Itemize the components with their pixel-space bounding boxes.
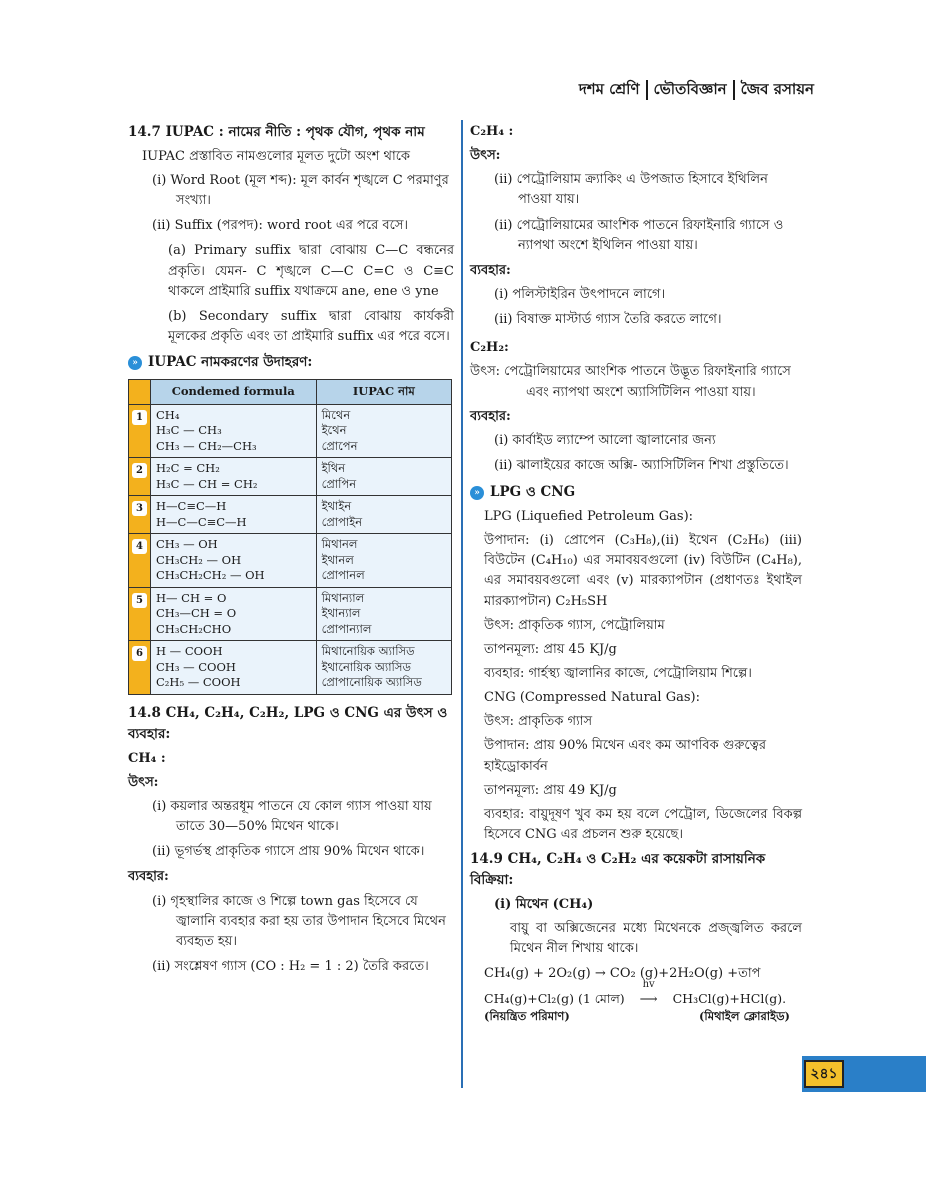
arrow-circle-icon: » — [128, 356, 142, 370]
suffix-item: (ii) Suffix (পরপদ): word root এর পরে বসে। — [152, 218, 409, 234]
c2h2-use-2: (ii) ঝালাইয়ের কাজে অক্সি- অ্যাসিটিলিন শিখা প্রস্তুতিতে। — [494, 457, 789, 473]
lpg-source: উৎস: প্রাকৃতিক গ্যাস, পেট্রোলিয়াম — [484, 617, 665, 633]
formula-cell: H — COOH CH₃ — COOH C₂H₅ — COOH — [151, 641, 317, 695]
iupac-intro: IUPAC প্রস্তাবিত নামগুলোর মূলত দুটো অংশ থাকে — [142, 148, 411, 164]
formula-cell: CH₃ — OH CH₃CH₂ — OH CH₃CH₂CH₂ — OH — [151, 534, 317, 588]
header-class: দশম শ্রেণি — [578, 80, 640, 98]
table-row — [129, 641, 452, 695]
c2h2-label: C₂H₂: — [470, 340, 509, 356]
lpg-cng-title — [470, 482, 802, 503]
header-separator — [646, 80, 648, 100]
cng-calorific: তাপনমূল্য: প্রায় 49 KJ/g — [484, 782, 617, 798]
name-cell: মিথান্যাল ইথান্যাল প্রোপান্যাল — [316, 587, 451, 641]
methane-title: (i) মিথেন (CH₄) — [494, 896, 594, 912]
ch4-use-2: (ii) সংশ্লেষণ গ্যাস (CO : H₂ = 1 : 2) তৈরি করতে। — [152, 958, 429, 974]
lpg-title: LPG (Liquefied Petroleum Gas): — [484, 509, 694, 525]
equation-1: CH₄(g) + 2O₂(g) → CO₂ (g)+2H₂O(g) +তাপ — [484, 966, 761, 982]
iupac-table — [128, 379, 452, 695]
name-cell: মিথেন ইথেন প্রোপেন — [316, 404, 451, 458]
formula-cell: CH₄ H₃C — CH₃ CH₃ — CH₂—CH₃ — [151, 404, 317, 458]
header-separator — [733, 80, 735, 100]
cng-title: CNG (Compressed Natural Gas): — [484, 690, 700, 706]
row-number: 1 — [132, 410, 147, 425]
ch4-use-label: ব্যবহার: — [128, 869, 169, 885]
c2h4-use-1: (i) পলিস্টাইরিন উৎপাদনে লাগে। — [494, 286, 666, 302]
right-column — [470, 122, 802, 1026]
row-number: 3 — [132, 501, 147, 516]
c2h4-source-label: উৎস: — [470, 148, 501, 164]
c2h4-source-2: (ii) পেট্রোলিয়ামের আংশিক পাতনে রিফাইনারি গ্যাসে ও ন্যাপথা অংশে ইথিলিন পাওয়া যায়। — [494, 217, 784, 253]
lpg-use: ব্যবহার: গার্হস্থ্য জ্বালানির কাজে, পেট্রোলিয়াম শিল্পে। — [484, 666, 752, 682]
ch4-use-1: (i) গৃহস্থালির কাজে ও শিল্পে town gas হিসেবে যে জ্বালানি ব্যবহার করা হয় তার উপাদান হিসেবে মিথেন ব্যবহৃত হয়। — [152, 893, 446, 949]
primary-suffix: (a) Primary suffix দ্বারা বোঝায় C—C বন্ধনের প্রকৃতি। যেমন- C শৃঙ্খলে C—C C=C ও C≡C থাকলে প্রাইমারি suffix যথাক্রমে ane, ene ও yne — [168, 243, 454, 299]
name-cell: মিথানল ইথানল প্রোপানল — [316, 534, 451, 588]
ch4-label: CH₄ : — [128, 750, 166, 766]
cng-use: ব্যবহার: বায়ুদূষণ খুব কম হয় বলে পেট্রোল, ডিজেলের বিকল্প হিসেবে CNG এর প্রচলন শুরু হয়েছে। — [484, 806, 802, 842]
formula-cell: H—C≡C—H H—C—C≡C—H — [151, 496, 317, 534]
reaction-arrow: hv ⟶ — [629, 989, 669, 1008]
row-number: 5 — [132, 593, 147, 608]
table-row — [129, 534, 452, 588]
table-header-name: IUPAC নাম — [316, 380, 451, 405]
cng-components: উপাদান: প্রায় 90% মিথেন এবং কম আণবিক গুরুত্বের হাইড্রোকার্বন — [484, 738, 766, 774]
equation-2-notes — [470, 1008, 790, 1026]
section-14-9-title: 14.9 CH₄, C₂H₄ ও C₂H₂ এর কয়েকটা রাসায়নিক বিক্রিয়া: — [470, 851, 766, 889]
c2h4-use-2: (ii) বিষাক্ত মাস্টার্ড গ্যাস তৈরি করতে লাগে। — [494, 312, 722, 328]
secondary-suffix: (b) Secondary suffix দ্বারা বোঝায় কার্যকরী মূলকের প্রকৃতি এবং তা প্রাইমারি suffix এর পরে বসে। — [168, 308, 454, 345]
table-row — [129, 404, 452, 458]
table-row — [129, 496, 452, 534]
controlled-amount-note: (নিয়ন্ত্রিত পরিমাণ) — [484, 1008, 570, 1023]
c2h4-source-1: (ii) পেট্রোলিয়াম ক্র্যাকিং এ উপজাত হিসাবে ইথিলিন পাওয়া যায়। — [494, 172, 768, 208]
methane-text: বায়ু বা অক্সিজেনের মধ্যে মিথেনকে প্রজ্জ্বলিত করলে মিথেন নীল শিখায় থাকে। — [510, 921, 802, 957]
row-number: 6 — [132, 646, 147, 661]
column-divider — [461, 120, 463, 1088]
table-header-row — [129, 380, 452, 405]
word-root-item: (i) Word Root (মূল শব্দ): মূল কার্বন শৃঙ্খলে C পরমাণুর সংখ্যা। — [152, 173, 449, 209]
iupac-example-title — [128, 352, 454, 373]
table-header-num — [129, 380, 151, 405]
equation-2-right: CH₃Cl(g)+HCl(g). — [672, 990, 787, 1006]
section-14-8-title: 14.8 CH₄, C₂H₄, C₂H₂, LPG ও CNG এর উৎস ও ব্যবহার: — [128, 704, 448, 742]
page-number: ২৪১ — [804, 1060, 844, 1088]
left-column — [128, 122, 454, 982]
formula-cell: H— CH = O CH₃—CH = O CH₃CH₂CHO — [151, 587, 317, 641]
name-cell: ইথাইন প্রোপাইন — [316, 496, 451, 534]
ch4-source-label: উৎস: — [128, 774, 159, 790]
header-subject: ভৌতবিজ্ঞান — [653, 80, 727, 98]
cng-source: উৎস: প্রাকৃতিক গ্যাস — [484, 714, 593, 730]
page-number-bar — [802, 1056, 926, 1092]
c2h2-use-label: ব্যবহার: — [470, 408, 511, 424]
c2h4-label: C₂H₄ : — [470, 124, 514, 139]
c2h2-use-1: (i) কার্বাইড ল্যাম্পে আলো জ্বালানোর জন্য — [494, 432, 716, 448]
arrow-circle-icon: » — [470, 486, 484, 500]
name-cell: ইথিন প্রোপিন — [316, 458, 451, 496]
equation-2 — [470, 978, 802, 1008]
c2h2-source: উৎস: পেট্রোলিয়ামের আংশিক পাতনে উদ্ভূত রিফাইনারি গ্যাসে এবং ন্যাপথা অংশে অ্যাসিটিলিন পাওয়া যায়। — [470, 364, 791, 400]
formula-cell: H₂C = CH₂ H₃C — CH = CH₂ — [151, 458, 317, 496]
c2h4-use-label: ব্যবহার: — [470, 262, 511, 278]
lpg-calorific: তাপনমূল্য: প্রায় 45 KJ/g — [484, 641, 617, 657]
table-header-formula: Condemed formula — [151, 380, 317, 405]
ch4-source-2: (ii) ভূগর্ভস্থ প্রাকৃতিক গ্যাসে প্রায় 90% মিথেন থাকে। — [152, 844, 425, 860]
methyl-chloride-note: (মিথাইল ক্লোরাইড) — [698, 1008, 790, 1023]
header-chapter: জৈব রসায়ন — [740, 80, 814, 98]
row-number: 4 — [132, 539, 147, 554]
name-cell: মিথানোয়িক অ্যাসিড ইথানোয়িক অ্যাসিড প্রোপানোয়িক অ্যাসিড — [316, 641, 451, 695]
page-header — [579, 78, 814, 101]
iupac-example-title-text: IUPAC নামকরণের উদাহরণ: — [148, 354, 313, 371]
section-14-7-title: 14.7 IUPAC : নামের নীতি : পৃথক যৌগ, পৃথক নাম — [128, 124, 425, 140]
ch4-source-1: (i) কয়লার অন্তরধূম পাতনে যে কোল গ্যাস পাওয়া যায় তাতে 30—50% মিথেন থাকে। — [152, 799, 432, 835]
lpg-cng-title-text: LPG ও CNG — [490, 484, 576, 501]
arrow-label: hv — [642, 978, 655, 990]
table-row — [129, 458, 452, 496]
row-number: 2 — [132, 463, 147, 478]
table-row — [129, 587, 452, 641]
lpg-components: উপাদান: (i) প্রোপেন (C₃H₈),(ii) ইথেন (C₂H₆) (iii) বিউটেন (C₄H₁₀) এর সমাবয়বগুলো (iv) বিউটিন (C₄H₈), এর সমাবয়বগুলো এবং (v) মারক্যাপটান (প্রধাণতঃ ইথাইল মারক্যাপটান) C₂H₅SH — [484, 533, 802, 609]
equation-2-left: CH₄(g)+Cl₂(g) (1 মোল) — [484, 990, 625, 1006]
